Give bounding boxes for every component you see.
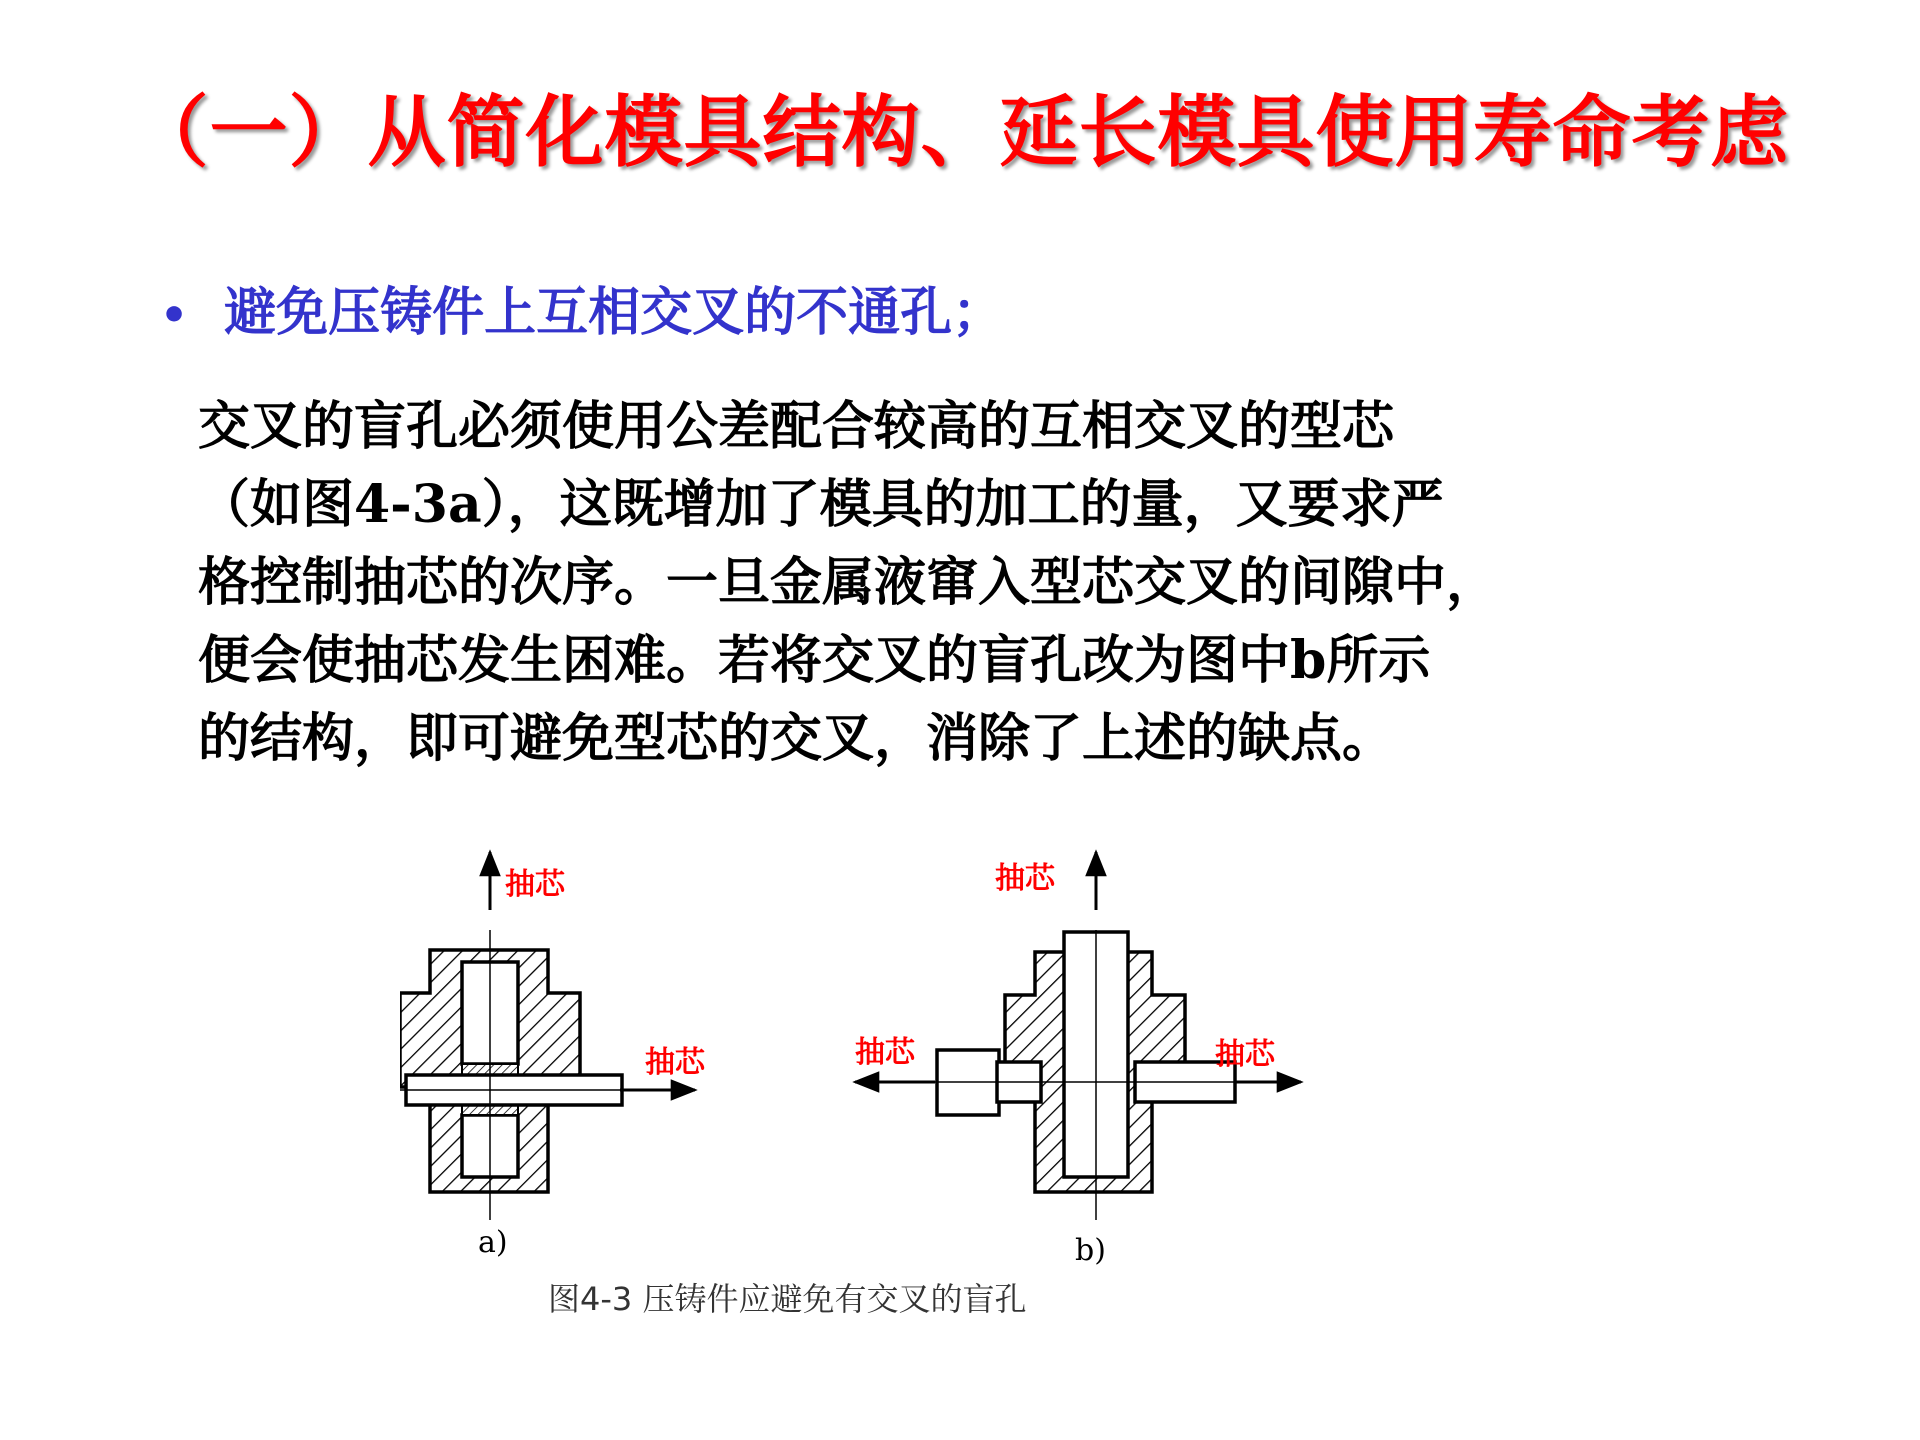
figure-4-3-clean — [400, 810, 1640, 1410]
figure-a-caption-label: a) — [478, 1225, 508, 1260]
slide-title: （一）从简化模具结构、延长模具使用寿命考虑 — [130, 88, 1790, 178]
figure-b-label-pull-right: 抽芯 — [1215, 1037, 1275, 1072]
paragraph-line: 便会使抽芯发生困难。若将交叉的盲孔改为图中b所示 — [198, 630, 1431, 691]
paragraph-line: （如图4-3a），这既增加了模具的加工的量，又要求严 — [198, 474, 1444, 535]
figure-caption: 图4-3 压铸件应避免有交叉的盲孔 — [548, 1280, 1027, 1318]
figure-a-label-pull-up: 抽芯 — [505, 867, 565, 902]
figure-clean-drawing — [400, 810, 1640, 1410]
paragraph-line: 交叉的盲孔必须使用公差配合较高的互相交叉的型芯 — [198, 396, 1395, 457]
figure-a — [400, 850, 706, 1260]
bullet-text: 避免压铸件上互相交叉的不通孔； — [224, 283, 1005, 343]
bullet-item — [160, 270, 1004, 345]
paragraph-line: 格控制抽芯的次序。一旦金属液窜入型芯交叉的间隙中， — [198, 552, 1499, 613]
body-paragraph — [198, 388, 1798, 778]
figure-b-caption-label: b) — [1075, 1233, 1106, 1268]
figure-b-label-pull-left: 抽芯 — [855, 1035, 915, 1070]
paragraph-line: 的结构，即可避免型芯的交叉，消除了上述的缺点。 — [198, 708, 1395, 769]
figure-a-label-pull-right: 抽芯 — [645, 1045, 705, 1080]
bullet-marker: • — [160, 290, 189, 341]
figure-b — [855, 852, 1301, 1268]
figure-b-label-pull-up: 抽芯 — [995, 861, 1055, 896]
